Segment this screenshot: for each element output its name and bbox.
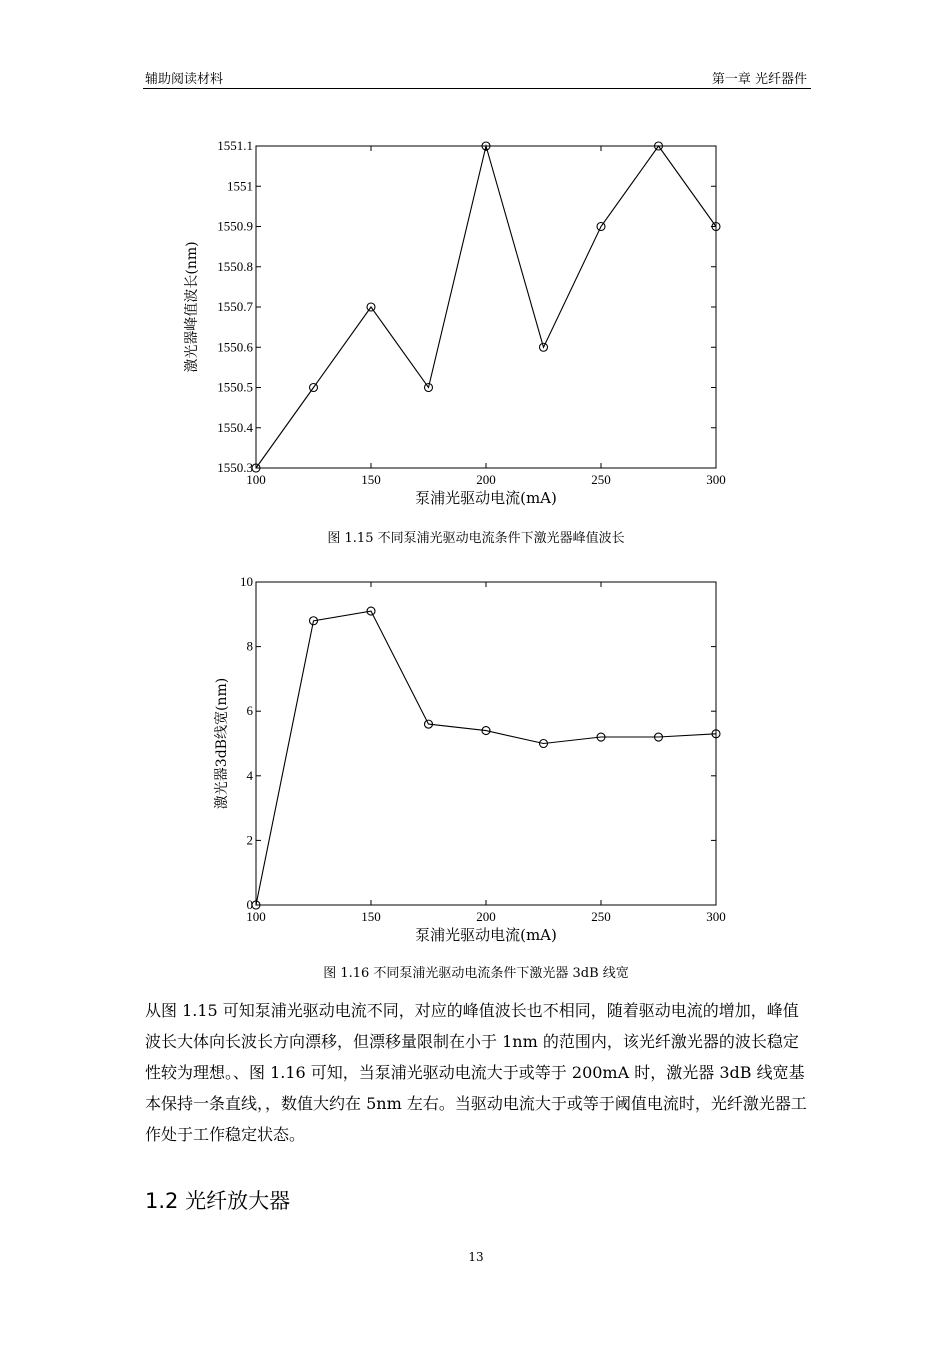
series-line: [256, 146, 716, 468]
chart-3db-linewidth: [0, 570, 952, 955]
x-tick-label: 150: [361, 909, 381, 924]
y-tick-label: 2: [246, 832, 253, 848]
y-tick-label: 6: [246, 703, 253, 719]
x-tick-label: 100: [246, 909, 266, 924]
y-tick-label: 10: [240, 574, 253, 589]
figure-1-16: [0, 570, 952, 955]
x-tick-label: 200: [476, 909, 496, 924]
series-line: [256, 611, 716, 905]
header-rule: [143, 88, 811, 89]
section-heading: 1.2 光纤放大器: [145, 1189, 291, 1213]
y-tick-label: 1550.7: [217, 299, 253, 314]
x-tick-label: 300: [706, 472, 726, 487]
body-paragraph: 从图 1.15 可知泵浦光驱动电流不同，对应的峰值波长也不相同，随着驱动电流的增加，峰值波长大体向长波长方向漂移，但漂移量限制在小于 1nm 的范围内，该光纤激光器的波长稳定性较为理想。、图 1.16 可知，当泵浦光驱动电流大于或等于 200mA 时，激光器 3dB 线宽基本保持一条直线，，数值大约在 5nm 左右。当驱动电流大于或等于阈值电流时，光纤激光器工作处于工作稳定状态。: [145, 1001, 807, 1144]
figure-1-15-caption: 图 1.15 不同泵浦光驱动电流条件下激光器峰值波长: [327, 531, 625, 546]
y-tick-label: 8: [246, 638, 253, 654]
y-axis-label: 激光器峰值波长(nm): [184, 241, 200, 373]
x-tick-label: 100: [246, 472, 266, 487]
plot-frame: [256, 146, 716, 468]
plot-frame: [256, 582, 716, 905]
y-tick-label: 1550.5: [217, 379, 253, 395]
x-axis-label: 泵浦光驱动电流(mA): [415, 489, 557, 507]
figure-1-16-caption: 图 1.16 不同泵浦光驱动电流条件下激光器 3dB 线宽: [323, 966, 629, 981]
x-tick-label: 250: [591, 909, 611, 924]
y-tick-label: 1551: [227, 178, 253, 194]
x-axis-label: 泵浦光驱动电流(mA): [415, 926, 557, 944]
y-axis-label: 激光器3dB线宽(nm): [214, 677, 230, 810]
x-tick-label: 200: [476, 472, 496, 487]
figure-1-15: [0, 130, 952, 510]
y-tick-label: 1550.6: [217, 339, 253, 355]
running-header-left: 辅助阅读材料: [145, 72, 224, 87]
y-tick-label: 4: [246, 767, 253, 783]
y-tick-label: 1550.9: [217, 218, 253, 234]
y-tick-label: 1550.3: [217, 460, 253, 475]
chart-peak-wavelength: [0, 130, 952, 510]
y-tick-label: 0: [246, 897, 253, 912]
x-tick-label: 250: [591, 472, 611, 487]
y-tick-label: 1550.4: [217, 419, 253, 435]
running-header-right: 第一章 光纤器件: [711, 72, 807, 87]
y-tick-label: 1551.1: [217, 138, 253, 153]
x-tick-label: 150: [361, 472, 381, 487]
page-number: 13: [468, 1250, 484, 1264]
x-tick-label: 300: [706, 909, 726, 924]
y-tick-label: 1550.8: [217, 258, 253, 274]
